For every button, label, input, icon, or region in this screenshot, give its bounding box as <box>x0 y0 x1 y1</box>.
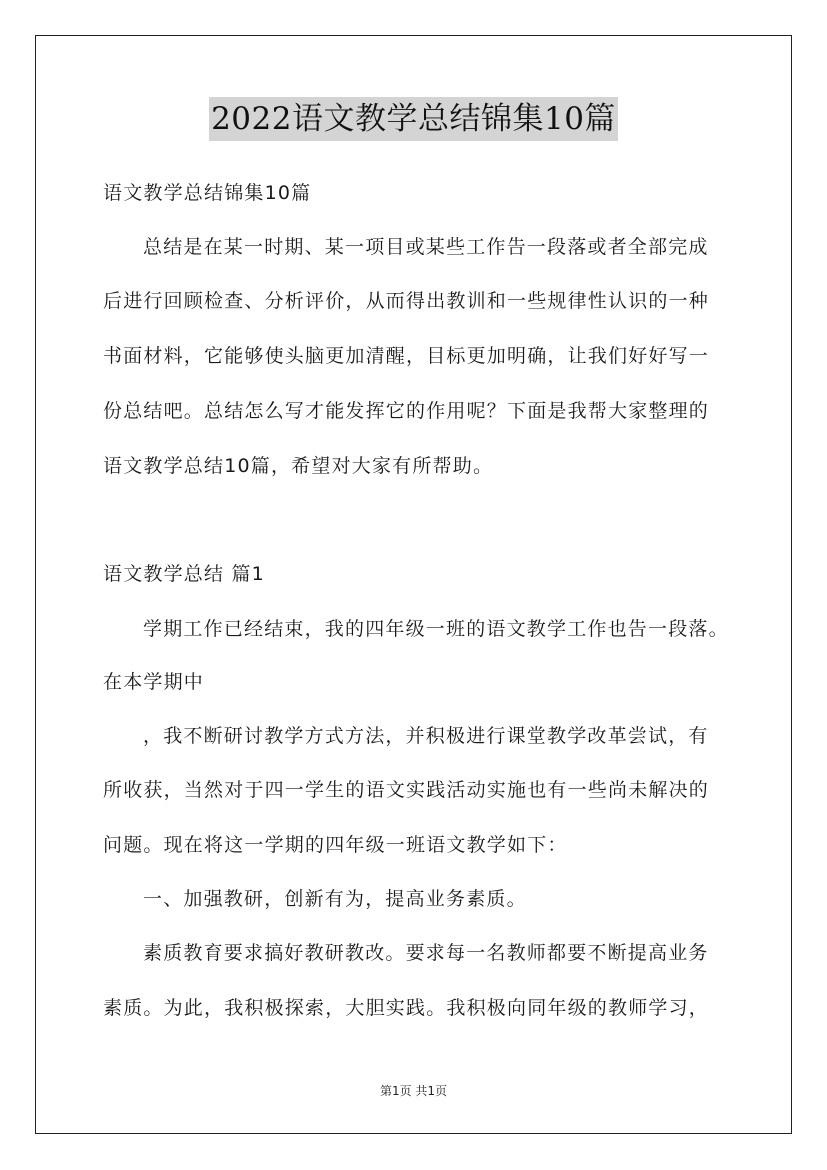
body-line: 素质教育要求搞好教研教改。要求每一名教师都要不断提高业务 <box>143 942 709 964</box>
body-line: 素质。为此，我积极探索，大胆实践。我积极向同年级的教师学习， <box>103 997 710 1019</box>
body-line: 语文教学总结10篇，希望对大家有所帮助。 <box>103 455 494 477</box>
body-line: 学期工作已经结束，我的四年级一班的语文教学工作也告一段落。 <box>143 618 729 640</box>
page-number-footer: 第1页 共1页 <box>379 1084 448 1098</box>
body-line: 书面材料，它能够使头脑更加清醒，目标更加明确，让我们好好写一 <box>103 345 710 367</box>
document-title: 2022语文教学总结锦集10篇 <box>209 97 618 141</box>
body-line: 问题。现在将这一学期的四年级一班语文教学如下： <box>103 834 568 856</box>
body-line: 后进行回顾检查、分析评价，从而得出教训和一些规律性认识的一种 <box>103 290 710 312</box>
body-line: ，我不断研讨教学方式方法，并积极进行课堂教学改革尝试，有 <box>143 725 709 747</box>
subtitle-line: 语文教学总结锦集10篇 <box>103 182 312 204</box>
subheading-line: 一、加强教研，创新有为，提高业务素质。 <box>143 888 527 910</box>
body-line: 总结是在某一时期、某一项目或某些工作告一段落或者全部完成 <box>143 236 709 258</box>
body-line: 所收获，当然对于四一学生的语文实践活动实施也有一些尚未解决的 <box>103 779 710 801</box>
title-container <box>0 97 827 141</box>
section-heading: 语文教学总结 篇1 <box>103 563 265 585</box>
body-line: 在本学期中 <box>103 671 205 693</box>
body-line: 份总结吧。总结怎么写才能发挥它的作用呢？下面是我帮大家整理的 <box>103 400 710 422</box>
